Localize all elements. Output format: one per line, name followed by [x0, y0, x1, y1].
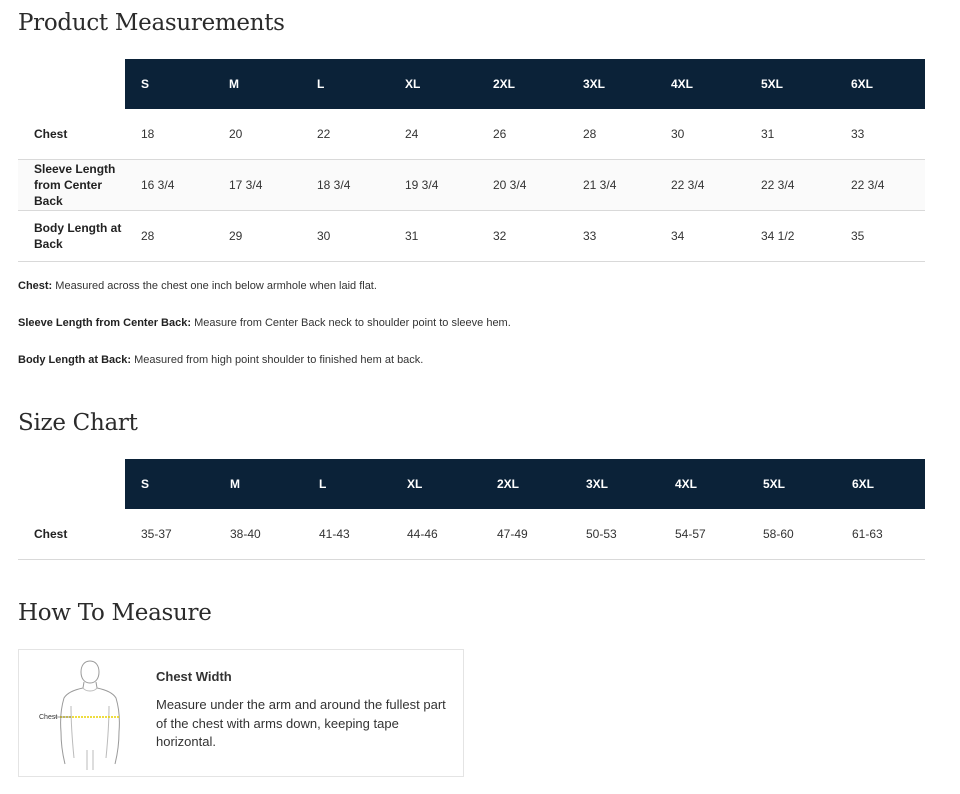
table-cell: 58-60: [747, 509, 836, 559]
table-cell: 20: [213, 109, 301, 159]
table-cell: 34 1/2: [745, 210, 835, 261]
row-label: Chest: [18, 509, 125, 559]
size-header: M: [213, 59, 301, 109]
table-cell: 21 3/4: [567, 159, 655, 210]
measurement-notes: [18, 279, 918, 390]
size-header: S: [125, 459, 214, 509]
table-cell: 32: [477, 210, 567, 261]
table-row: [18, 210, 925, 261]
size-header: M: [214, 459, 303, 509]
note-text: Measured from high point shoulder to finished hem at back.: [134, 354, 424, 366]
row-label: Sleeve Length from Center Back: [18, 159, 125, 210]
size-header: S: [125, 59, 213, 109]
table-header-row: [18, 59, 925, 109]
card-title: Chest Width: [156, 669, 232, 684]
table-cell: 22: [301, 109, 389, 159]
table-cell: 38-40: [214, 509, 303, 559]
table-cell: 61-63: [836, 509, 925, 559]
table-cell: 28: [125, 210, 213, 261]
table-row: [18, 109, 925, 159]
note-term: Body Length at Back:: [18, 354, 132, 366]
note-body-length: [18, 353, 918, 390]
row-label: Chest: [18, 109, 125, 159]
size-header: XL: [389, 59, 477, 109]
size-header: 2XL: [481, 459, 570, 509]
size-chart-title: Size Chart: [18, 410, 138, 436]
table-cell: 16 3/4: [125, 159, 213, 210]
table-cell: 28: [567, 109, 655, 159]
size-chart-table: [18, 459, 925, 560]
note-sleeve-length: [18, 316, 918, 353]
note-text: Measure from Center Back neck to shoulder point to sleeve hem.: [194, 317, 511, 329]
table-cell: 29: [213, 210, 301, 261]
table-row: [18, 509, 925, 559]
table-header-row: [18, 459, 925, 509]
size-header: 3XL: [567, 59, 655, 109]
size-header: 4XL: [655, 59, 745, 109]
size-header: 4XL: [659, 459, 747, 509]
note-text: Measured across the chest one inch below armhole when laid flat.: [55, 280, 377, 292]
table-cell: 33: [567, 210, 655, 261]
table-cell: 17 3/4: [213, 159, 301, 210]
note-chest: [18, 279, 918, 316]
size-header: L: [301, 59, 389, 109]
card-description: Measure under the arm and around the fullest part of the chest with arms down, keeping tape horizontal.: [156, 697, 446, 749]
table-cell: 18: [125, 109, 213, 159]
table-cell: 35-37: [125, 509, 214, 559]
table-cell: 22 3/4: [655, 159, 745, 210]
size-header: 5XL: [747, 459, 836, 509]
table-cell: 47-49: [481, 509, 570, 559]
size-header: 5XL: [745, 59, 835, 109]
table-cell: 20 3/4: [477, 159, 567, 210]
size-header: 3XL: [570, 459, 659, 509]
table-cell: 26: [477, 109, 567, 159]
header-corner: [18, 459, 125, 509]
table-cell: 54-57: [659, 509, 747, 559]
note-term: Sleeve Length from Center Back:: [18, 317, 191, 329]
product-measurements-title: Product Measurements: [18, 10, 285, 36]
note-term: Chest:: [18, 280, 53, 292]
row-label: Body Length at Back: [18, 210, 125, 261]
table-cell: 50-53: [570, 509, 659, 559]
figure-chest-label: Chest: [39, 714, 58, 721]
table-cell: 30: [301, 210, 389, 261]
table-cell: 31: [389, 210, 477, 261]
chest-width-card: [18, 649, 464, 777]
size-header: L: [303, 459, 391, 509]
table-cell: 33: [835, 109, 925, 159]
table-cell: 19 3/4: [389, 159, 477, 210]
table-cell: 31: [745, 109, 835, 159]
table-row: [18, 159, 925, 210]
size-header: 6XL: [836, 459, 925, 509]
table-cell: 35: [835, 210, 925, 261]
table-cell: 30: [655, 109, 745, 159]
table-cell: 41-43: [303, 509, 391, 559]
how-to-measure-title: How To Measure: [18, 600, 212, 626]
table-cell: 44-46: [391, 509, 481, 559]
table-cell: 34: [655, 210, 745, 261]
header-corner: [18, 59, 125, 109]
table-cell: 24: [389, 109, 477, 159]
size-header: 6XL: [835, 59, 925, 109]
product-measurements-table: [18, 59, 925, 262]
size-header: XL: [391, 459, 481, 509]
table-cell: 22 3/4: [835, 159, 925, 210]
table-cell: 22 3/4: [745, 159, 835, 210]
body-outline-illustration: [33, 658, 143, 770]
size-header: 2XL: [477, 59, 567, 109]
table-cell: 18 3/4: [301, 159, 389, 210]
